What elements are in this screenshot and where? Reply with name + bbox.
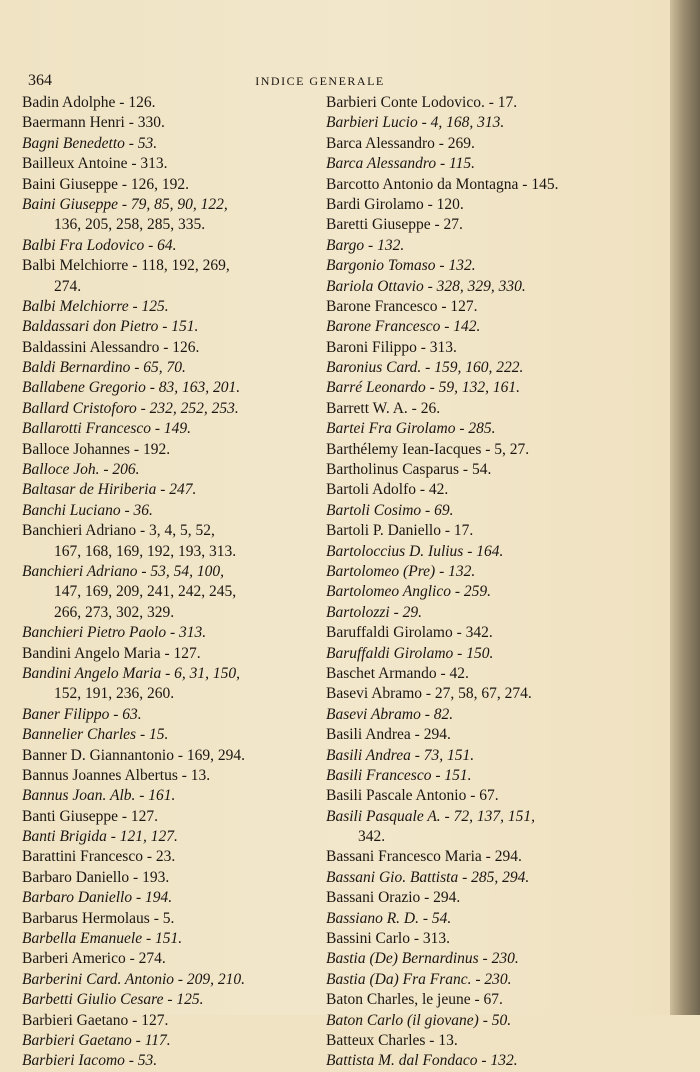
index-entry: Bailleux Antoine - 313. <box>22 155 168 173</box>
index-entry: Baldassini Alessandro - 126. <box>22 338 200 356</box>
page-number: 364 <box>28 72 52 89</box>
index-entry: Ballabene Gregorio - 83, 163, 201. <box>22 379 241 397</box>
index-entry: Barbieri Iacomo - 53. <box>22 1052 158 1070</box>
index-entry-continuation: 152, 191, 236, 260. <box>54 685 175 703</box>
index-entry: Basili Francesco - 151. <box>326 766 472 784</box>
index-entry: Baronius Card. - 159, 160, 222. <box>326 359 524 377</box>
index-entry: Batteux Charles - 13. <box>326 1031 458 1049</box>
index-entry: Bartolomeo (Pre) - 132. <box>326 562 476 580</box>
index-entry: Baretti Giuseppe - 27. <box>326 216 463 234</box>
index-entry-continuation: 147, 169, 209, 241, 242, 245, <box>54 583 237 601</box>
index-entry: Barone Francesco - 127. <box>326 297 478 315</box>
index-entry: Baton Charles, le jeune - 67. <box>326 991 503 1009</box>
index-entry: Banti Brigida - 121, 127. <box>22 828 178 846</box>
index-entry-continuation: 266, 273, 302, 329. <box>54 603 175 621</box>
index-entry: Badin Adolphe - 126. <box>22 94 156 111</box>
index-entry: Baroni Filippo - 313. <box>326 338 457 356</box>
index-entry: Bastia (Da) Fra Franc. - 230. <box>326 970 512 988</box>
index-entry-continuation: 274. <box>54 277 82 295</box>
index-entry: Bannus Joannes Albertus - 13. <box>22 766 211 784</box>
index-entry: Baldassari don Pietro - 151. <box>22 318 199 336</box>
index-entry: Barbella Emanuele - 151. <box>22 930 183 948</box>
index-entry: Barthélemy Iean-Iacques - 5, 27. <box>326 440 530 458</box>
index-entry: Baruffaldi Girolamo - 150. <box>326 644 494 662</box>
index-entry: Baner Filippo - 63. <box>22 705 142 723</box>
index-entry-continuation: 167, 168, 169, 192, 193, 313. <box>54 542 237 560</box>
index-entry: Basevi Abramo - 27, 58, 67, 274. <box>326 685 532 703</box>
index-entry: Balbi Melchiorre - 118, 192, 269, <box>22 257 230 275</box>
index-entry: Baruffaldi Girolamo - 342. <box>326 624 493 642</box>
index-entry: Balloce Johannes - 192. <box>22 440 171 458</box>
index-entry: Banchieri Adriano - 3, 4, 5, 52, <box>22 522 215 540</box>
index-entry: Bassini Carlo - 313. <box>326 930 450 948</box>
index-entry: Balbi Melchiorre - 125. <box>22 297 169 315</box>
index-entry: Banner D. Giannantonio - 169, 294. <box>22 746 245 764</box>
index-entry: Bannelier Charles - 15. <box>22 726 169 744</box>
index-entry: Barbarus Hermolaus - 5. <box>22 909 175 927</box>
index-entry: Basevi Abramo - 82. <box>326 705 454 723</box>
index-entry: Bassani Orazio - 294. <box>326 889 461 907</box>
index-entry: Banchieri Pietro Paolo - 313. <box>22 624 207 642</box>
index-entry: Baschet Armando - 42. <box>326 664 469 682</box>
index-entry: Ballarotti Francesco - 149. <box>22 420 192 438</box>
index-entry: Bariola Ottavio - 328, 329, 330. <box>326 277 526 295</box>
index-entry: Barbetti Giulio Cesare - 125. <box>22 991 204 1009</box>
index-column-right <box>326 93 646 1072</box>
index-entry: Barbieri Lucio - 4, 168, 313. <box>326 114 505 132</box>
index-entry: Bassiano R. D. - 54. <box>326 909 452 927</box>
index-entry: Bartei Fra Girolamo - 285. <box>326 420 496 438</box>
index-entry: Ballard Cristoforo - 232, 252, 253. <box>22 399 239 417</box>
index-entry: Bartoloccius D. Iulius - 164. <box>326 542 504 560</box>
book-binding-edge <box>670 0 700 1015</box>
index-entry: Baldi Bernardino - 65, 70. <box>22 359 186 377</box>
index-entry: Bartholinus Casparus - 54. <box>326 461 492 479</box>
index-entry: Barcotto Antonio da Montagna - 145. <box>326 175 559 193</box>
index-entry: Basili Pasquale A. - 72, 137, 151, <box>326 807 535 825</box>
index-entry: Battista M. dal Fondaco - 132. <box>326 1052 518 1070</box>
index-entry: Banti Giuseppe - 127. <box>22 807 159 825</box>
index-entry: Barbaro Daniello - 193. <box>22 868 170 886</box>
index-entry: Barone Francesco - 142. <box>326 318 481 336</box>
index-entry: Barca Alessandro - 269. <box>326 134 475 152</box>
index-entry: Baermann Henri - 330. <box>22 114 165 132</box>
index-entry: Banchi Luciano - 36. <box>22 501 153 519</box>
index-entry: Barbieri Gaetano - 117. <box>22 1031 171 1049</box>
index-entry: Baini Giuseppe - 126, 192. <box>22 175 190 193</box>
index-entry: Barbieri Conte Lodovico. - 17. <box>326 94 518 111</box>
index-entry: Barbieri Gaetano - 127. <box>22 1011 169 1029</box>
index-entry: Baltasar de Hiriberia - 247. <box>22 481 197 499</box>
index-entry: Bagni Benedetto - 53. <box>22 134 158 152</box>
index-entry: Barberi Americo - 274. <box>22 950 166 968</box>
index-entry: Bardi Girolamo - 120. <box>326 195 464 213</box>
index-entry: Barrett W. A. - 26. <box>326 399 441 417</box>
index-entry: Basili Andrea - 73, 151. <box>326 746 475 764</box>
index-entry: Baini Giuseppe - 79, 85, 90, 122, <box>22 195 228 213</box>
index-entry: Bartolomeo Anglico - 259. <box>326 583 492 601</box>
index-entry-continuation: 342. <box>358 828 386 846</box>
index-entry: Barré Leonardo - 59, 132, 161. <box>326 379 521 397</box>
index-entry: Barattini Francesco - 23. <box>22 848 176 866</box>
index-entry: Bandini Angelo Maria - 127. <box>22 644 201 662</box>
index-entry: Balbi Fra Lodovico - 64. <box>22 236 177 254</box>
index-entry: Baton Carlo (il giovane) - 50. <box>326 1011 512 1029</box>
index-entry: Bartolozzi - 29. <box>326 603 423 621</box>
index-entry: Bargo - 132. <box>326 236 405 254</box>
index-entry: Bassani Gio. Battista - 285, 294. <box>326 868 530 886</box>
index-entry: Bannus Joan. Alb. - 161. <box>22 787 176 805</box>
index-column-left <box>22 93 312 1072</box>
index-entry: Barbaro Daniello - 194. <box>22 889 173 907</box>
index-entry: Basili Pascale Antonio - 67. <box>326 787 499 805</box>
index-entry: Bassani Francesco Maria - 294. <box>326 848 522 866</box>
index-entry: Bartoli Adolfo - 42. <box>326 481 449 499</box>
index-entry: Banchieri Adriano - 53, 54, 100, <box>22 562 225 580</box>
index-entry: Balloce Joh. - 206. <box>22 461 140 479</box>
index-entry: Barca Alessandro - 115. <box>326 155 475 173</box>
running-head: INDICE GENERALE <box>255 74 385 88</box>
index-entry: Bastia (De) Bernardinus - 230. <box>326 950 519 968</box>
index-entry: Bandini Angelo Maria - 6, 31, 150, <box>22 664 240 682</box>
index-entry: Bartoli Cosimo - 69. <box>326 501 454 519</box>
index-entry: Bargonio Tomaso - 132. <box>326 257 476 275</box>
index-entry: Barberini Card. Antonio - 209, 210. <box>22 970 246 988</box>
index-entry: Basili Andrea - 294. <box>326 726 451 744</box>
index-entry: Bartoli P. Daniello - 17. <box>326 522 474 540</box>
index-entry-continuation: 136, 205, 258, 285, 335. <box>54 216 206 234</box>
